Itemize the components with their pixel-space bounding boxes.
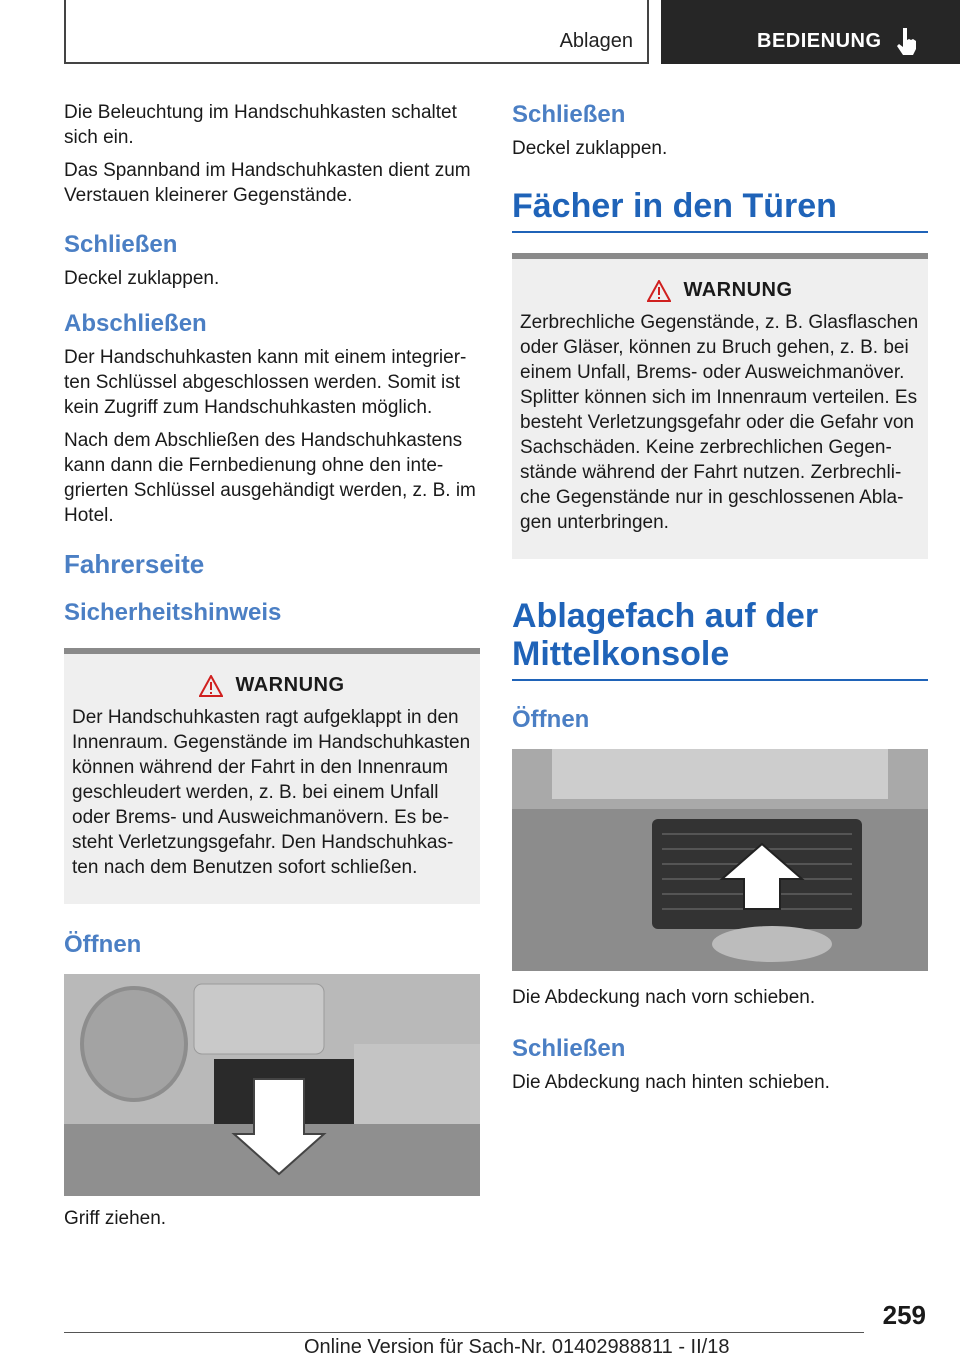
header-chapter-box bbox=[661, 0, 960, 64]
heading-schliessen: Schließen bbox=[512, 1035, 626, 1062]
right-column bbox=[512, 100, 928, 1103]
heading-oeffnen: Öffnen bbox=[64, 931, 142, 958]
glovebox-photo bbox=[64, 974, 480, 1196]
caption: Die Abdeckung nach vorn schieben. bbox=[512, 987, 816, 1008]
warning-box bbox=[64, 648, 480, 904]
warning-text: Der Handschuhkasten ragt aufgeklappt in den Innenraum. Gegenstände im Handschuhkasten können während der Fahrt in den Innenraum geschleudert werden, z. B. bei einem Unfall oder Brems- und Ausweichmanövern. Es besteht Verletzungsgefahr. Den Handschuhkasten nach dem Benutzen sofort schließen. bbox=[72, 707, 471, 878]
left-column bbox=[64, 100, 480, 1239]
warning-title bbox=[520, 279, 920, 302]
warning-label: WARNUNG bbox=[235, 674, 345, 696]
heading-fahrerseite: Fahrerseite bbox=[64, 549, 205, 579]
warning-box bbox=[512, 253, 928, 559]
heading-abschliessen: Abschließen bbox=[64, 310, 207, 337]
header-section-box bbox=[64, 0, 649, 64]
paragraph: Deckel zuklappen. bbox=[512, 138, 668, 159]
heading-schliessen: Schließen bbox=[64, 231, 178, 258]
header-chapter-title: BEDIENUNG bbox=[757, 30, 882, 52]
pointing-hand-icon bbox=[895, 26, 921, 56]
paragraph: Das Spannband im Handschuhkasten dient zum Verstauen kleinerer Gegenstände. bbox=[64, 160, 471, 206]
warning-label: WARNUNG bbox=[683, 279, 793, 301]
caption: Griff ziehen. bbox=[64, 1208, 167, 1229]
warning-title bbox=[72, 674, 472, 697]
footer-text: Online Version für Sach-Nr. 01402988811 - II/18 bbox=[304, 1336, 730, 1358]
paragraph: Nach dem Abschließen des Handschuhkastens kann dann die Fernbedienung ohne den integrierten Schlüssel ausgehändigt werden, z. B. im Hotel. bbox=[64, 430, 476, 526]
paragraph: Deckel zuklappen. bbox=[64, 268, 220, 289]
center-console-photo bbox=[512, 749, 928, 971]
heading-ablagefach-mittelkonsole: Ablagefach auf der Mittelkonsole bbox=[512, 597, 928, 681]
page-number: 259 bbox=[882, 1300, 926, 1330]
warning-triangle-icon bbox=[647, 280, 671, 302]
heading-sicherheitshinweis: Sicherheitshinweis bbox=[64, 599, 282, 626]
header-section-title: Ablagen bbox=[559, 30, 633, 52]
warning-triangle-icon bbox=[199, 675, 223, 697]
footer-divider bbox=[64, 1332, 864, 1333]
paragraph: Die Beleuchtung im Handschuhkasten schaltet sich ein. bbox=[64, 102, 457, 148]
heading-schliessen: Schließen bbox=[512, 101, 626, 128]
paragraph: Der Handschuhkasten kann mit einem integrierten Schlüssel abgeschlossen werden. Somit ist kein Zugriff zum Handschuhkasten möglich. bbox=[64, 347, 467, 418]
heading-faecher-tueren: Fächer in den Türen bbox=[512, 187, 928, 233]
heading-oeffnen: Öffnen bbox=[512, 706, 590, 733]
warning-text: Zerbrechliche Gegenstände, z. B. Glasflaschen oder Gläser, können zu Bruch gehen, z. B. bei einem Unfall, Brems- oder Ausweichmanöver. Splitter können sich im Innenraum verteilen. Es besteht Verletzungsgefahr oder die Gefahr von Sachschäden. Keine zerbrechlichen Gegenstände während der Fahrt nutzen. Zerbrechliche Gegenstände nur in geschlossenen Ablagen unterbringen. bbox=[520, 312, 919, 533]
paragraph: Die Abdeckung nach hinten schieben. bbox=[512, 1072, 830, 1093]
